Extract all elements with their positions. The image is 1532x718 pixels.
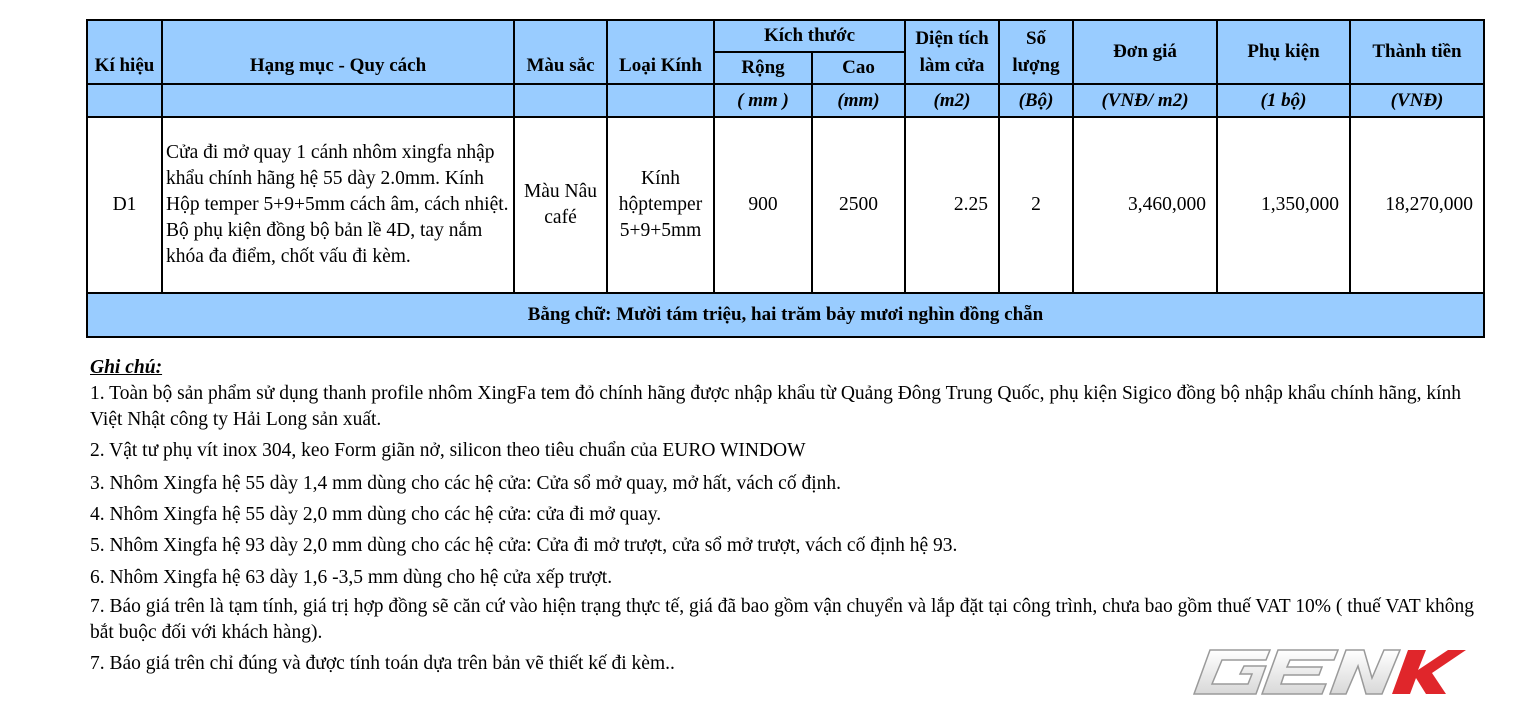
header-accessories: Phụ kiện bbox=[1217, 20, 1350, 84]
unit-glass-empty bbox=[607, 84, 714, 117]
note-item: 5. Nhôm Xingfa hệ 93 dày 2,0 mm dùng cho các hệ cửa: Cửa đi mở trượt, cửa sổ mở trượt, vách cố định hệ 93. bbox=[90, 535, 958, 556]
header-glass-type: Loại Kính bbox=[607, 20, 714, 84]
amount-in-words: Bằng chữ: Mười tám triệu, hai trăm bảy mươi nghìn đồng chẵn bbox=[87, 293, 1484, 337]
cell-description: Cửa đi mở quay 1 cánh nhôm xingfa nhập khẩu chính hãng hệ 55 dày 2.0mm. Kính Hộp temper 5+9+5mm cách âm, cách nhiệt. Bộ phụ kiện đồng bộ bản lề 4D, tay nắm khóa đa điểm, chốt vấu đi kèm. bbox=[162, 117, 514, 293]
quotation-table bbox=[86, 19, 1485, 338]
cell-qty: 2 bbox=[999, 117, 1073, 293]
note-item: 7. Báo giá trên là tạm tính, giá trị hợp đồng sẽ căn cứ vào hiện trạng thực tế, giá đã bao gồm vận chuyển và lắp đặt tại công trình, chưa bao gồm thuế VAT 10% ( thuế VAT không bắt buộc đối với khách hàng). bbox=[90, 596, 1474, 643]
cell-glass-type bbox=[607, 117, 714, 293]
header-total: Thành tiền bbox=[1350, 20, 1484, 84]
note-item: 3. Nhôm Xingfa hệ 55 dày 1,4 mm dùng cho các hệ cửa: Cửa sổ mở quay, mở hất, vách cố định. bbox=[90, 473, 841, 494]
unit-item-spec-empty bbox=[162, 84, 514, 117]
unit-total: (VNĐ) bbox=[1350, 84, 1484, 117]
unit-accessories: (1 bộ) bbox=[1217, 84, 1350, 117]
cell-color-line1: Màu Nâu bbox=[523, 181, 598, 202]
header-symbol: Kí hiệu bbox=[87, 20, 162, 84]
header-width: Rộng bbox=[714, 52, 812, 84]
unit-height: (mm) bbox=[812, 84, 905, 117]
unit-area: (m2) bbox=[905, 84, 999, 117]
genk-logo bbox=[1182, 646, 1467, 698]
header-area-line2: làm cửa bbox=[919, 55, 985, 76]
cell-symbol: D1 bbox=[87, 117, 162, 293]
cell-color-line2: café bbox=[544, 207, 577, 228]
cell-total: 18,270,000 bbox=[1350, 117, 1484, 293]
cell-color bbox=[514, 117, 607, 293]
header-dimensions: Kích thước bbox=[714, 20, 905, 52]
cell-glass-line2: hộptemper bbox=[618, 194, 703, 215]
table-row bbox=[87, 117, 1484, 293]
cell-area: 2.25 bbox=[905, 117, 999, 293]
note-item: 7. Báo giá trên chỉ đúng và được tính toán dựa trên bản vẽ thiết kế đi kèm.. bbox=[90, 653, 675, 674]
header-qty-line2: lượng bbox=[1012, 55, 1060, 76]
header-area bbox=[905, 20, 999, 84]
note-item: 1. Toàn bộ sản phẩm sử dụng thanh profile nhôm XingFa tem đỏ chính hãng được nhập khẩu từ Quảng Đông Trung Quốc, phụ kiện Sigico đồng bộ nhập khẩu chính hãng, kính Việt Nhật công ty Hải Long sản xuất. bbox=[90, 383, 1462, 430]
genk-logo-icon bbox=[1182, 646, 1467, 698]
cell-glass-line1: Kính bbox=[641, 168, 680, 189]
notes-title: Ghi chú: bbox=[90, 357, 163, 378]
header-area-line1: Diện tích bbox=[915, 28, 989, 49]
header-qty-line1: Số bbox=[1025, 28, 1047, 49]
unit-width: ( mm ) bbox=[714, 84, 812, 117]
cell-unit-price: 3,460,000 bbox=[1073, 117, 1217, 293]
unit-unit-price: (VNĐ/ m2) bbox=[1073, 84, 1217, 117]
cell-width: 900 bbox=[714, 117, 812, 293]
header-height: Cao bbox=[812, 52, 905, 84]
unit-symbol-empty bbox=[87, 84, 162, 117]
cell-height: 2500 bbox=[812, 117, 905, 293]
header-item-spec: Hạng mục - Quy cách bbox=[162, 20, 514, 84]
header-unit-price: Đơn giá bbox=[1073, 20, 1217, 84]
unit-color-empty bbox=[514, 84, 607, 117]
unit-qty: (Bộ) bbox=[999, 84, 1073, 117]
note-item: 2. Vật tư phụ vít inox 304, keo Form giãn nở, silicon theo tiêu chuẩn của EURO WINDOW bbox=[90, 440, 806, 461]
note-item: 6. Nhôm Xingfa hệ 63 dày 1,6 -3,5 mm dùng cho hệ cửa xếp trượt. bbox=[90, 567, 613, 588]
notes-section bbox=[90, 355, 1490, 677]
cell-accessories: 1,350,000 bbox=[1217, 117, 1350, 293]
note-item: 4. Nhôm Xingfa hệ 55 dày 2,0 mm dùng cho các hệ cửa: cửa đi mở quay. bbox=[90, 504, 662, 525]
header-quantity bbox=[999, 20, 1073, 84]
header-color: Màu sắc bbox=[514, 20, 607, 84]
cell-glass-line3: 5+9+5mm bbox=[619, 220, 702, 241]
